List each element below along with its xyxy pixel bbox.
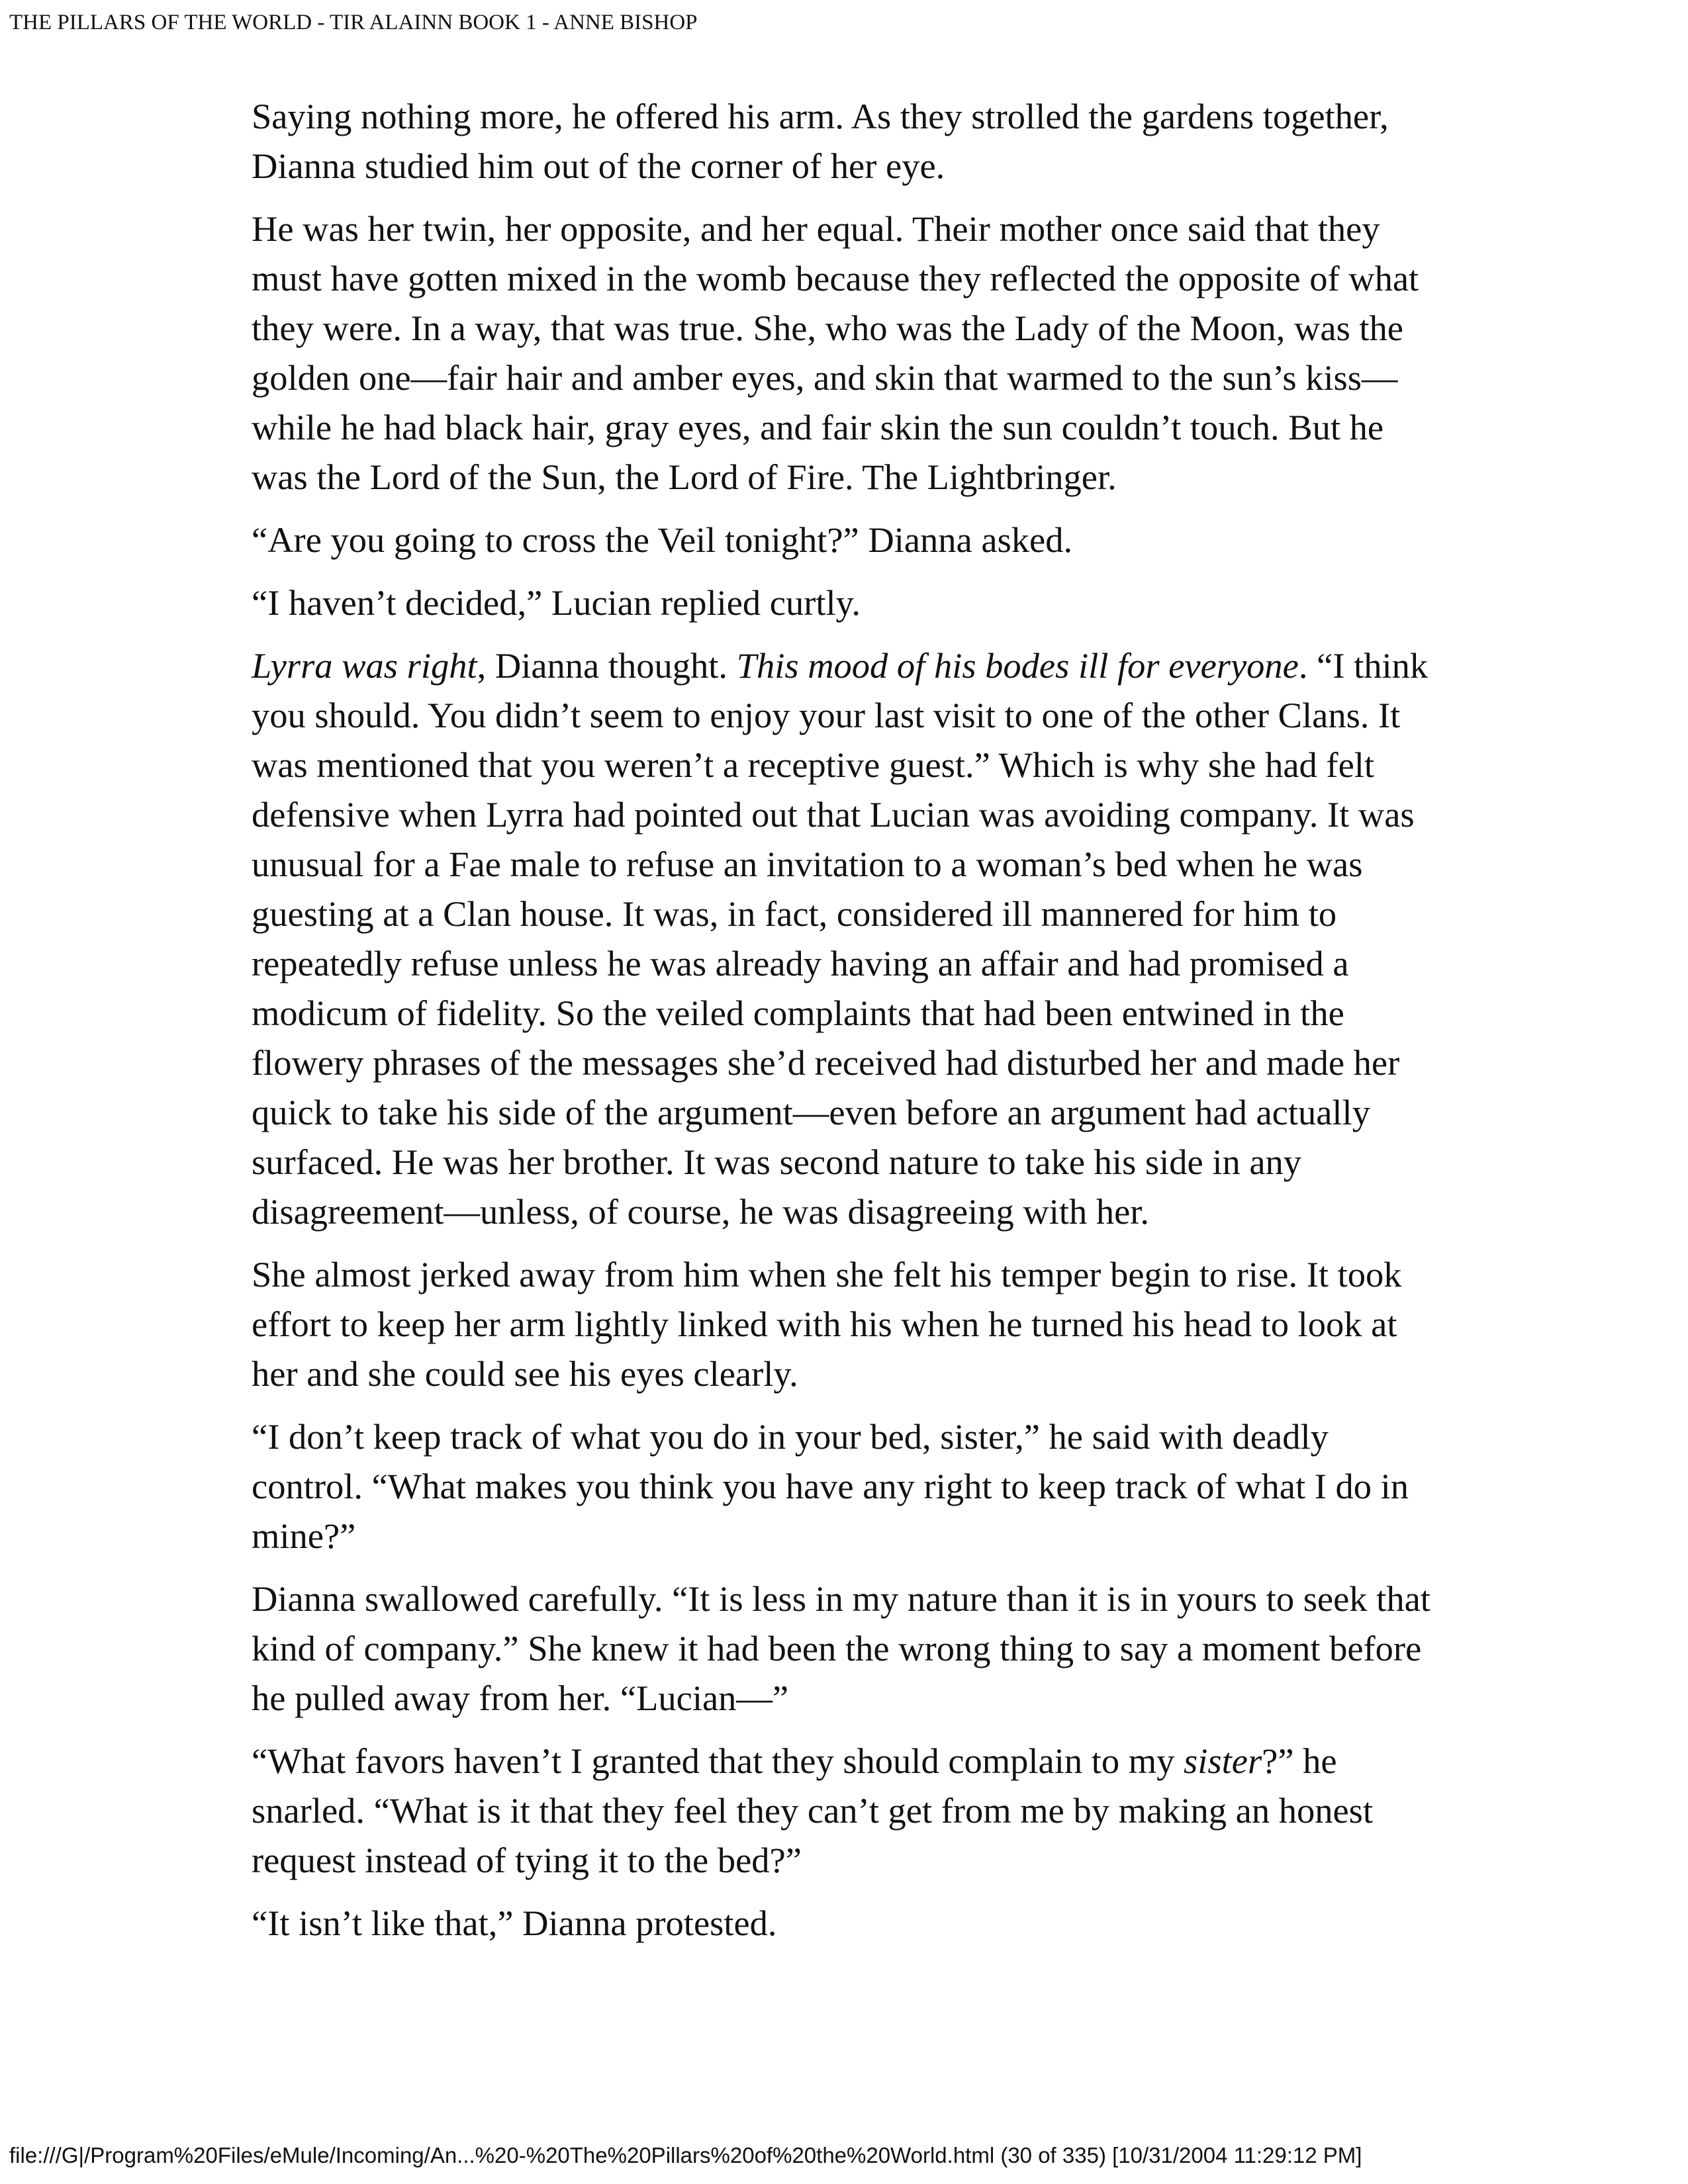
paragraph: She almost jerked away from him when she felt his temper begin to rise. It took effort to keep her arm lightly linked with his when he turned his head to look at her and she could see his eyes clearly. — [252, 1254, 1402, 1394]
page-body — [252, 91, 1443, 1961]
paragraph: “It isn’t like that,” Dianna protested. — [252, 1903, 777, 1943]
paragraph-text: “What favors haven’t I granted that they should complain to my — [252, 1741, 1184, 1781]
paragraph: Dianna swallowed carefully. “It is less in my nature than it is in yours to seek that kind of company.” She knew it had been the wrong thing to say a moment before he pulled away from her. “Lucian—” — [252, 1578, 1430, 1718]
paragraph: “I haven’t decided,” Lucian replied curtly. — [252, 582, 861, 623]
paragraph-text: , Dianna thought. — [477, 645, 737, 686]
italic-phrase: Lyrra was right — [252, 645, 477, 686]
italic-phrase: This mood of his bodes ill for everyone — [736, 645, 1299, 686]
running-header: THE PILLARS OF THE WORLD - TIR ALAINN BOOK 1 - ANNE BISHOP — [9, 11, 698, 34]
paragraph: “I don’t keep track of what you do in your bed, sister,” he said with deadly control. “What makes you think you have any right to keep track of what I do in mine?” — [252, 1416, 1409, 1556]
paragraph-text: . “I think you should. You didn’t seem to enjoy your last visit to one of the other Clans. It was mentioned that you weren’t a receptive guest.” Which is why she had felt defensive when Lyrra had pointed out that Lucian was avoiding company. It was unusual for a Fae male to refuse an invitation to a woman’s bed when he was guesting at a Clan house. It was, in fact, considered ill mannered for him to repeatedly refuse unless he was already having an affair and had promised a modicum of fidelity. So the veiled complaints that had been entwined in the flowery phrases of the messages she’d received had disturbed her and made her quick to take his side of the argument—even before an argument had actually surfaced. He was her brother. It was second nature to take his side in any disagreement—unless, of course, he was disagreeing with her. — [252, 645, 1429, 1232]
paragraph: Saying nothing more, he offered his arm. As they strolled the gardens together, Dianna studied him out of the corner of her eye. — [252, 96, 1389, 186]
paragraph — [252, 1736, 1443, 1885]
italic-phrase: sister — [1184, 1741, 1262, 1781]
file-path-footer: file:///G|/Program%20Files/eMule/Incoming/An...%20-%20The%20Pillars%20of%20the%20World.html (30 of 335) [10/31/2004 11:29:12 PM] — [9, 2143, 1362, 2167]
paragraph: “Are you going to cross the Veil tonight?” Dianna asked. — [252, 520, 1073, 560]
paragraph-text: ?” he snarled. “What is it that they feel they can’t get from me by making an honest request instead of tying it to the bed?” — [252, 1741, 1374, 1880]
paragraph: He was her twin, her opposite, and her equal. Their mother once said that they must have gotten mixed in the womb because they reflected the opposite of what they were. In a way, that was true. She, who was the Lady of the Moon, was the golden one—fair hair and amber eyes, and skin that warmed to the sun’s kiss— while he had black hair, gray eyes, and fair skin the sun couldn’t touch. But he was the Lord of the Sun, the Lord of Fire. The Lightbringer. — [252, 208, 1419, 497]
paragraph — [252, 641, 1443, 1236]
